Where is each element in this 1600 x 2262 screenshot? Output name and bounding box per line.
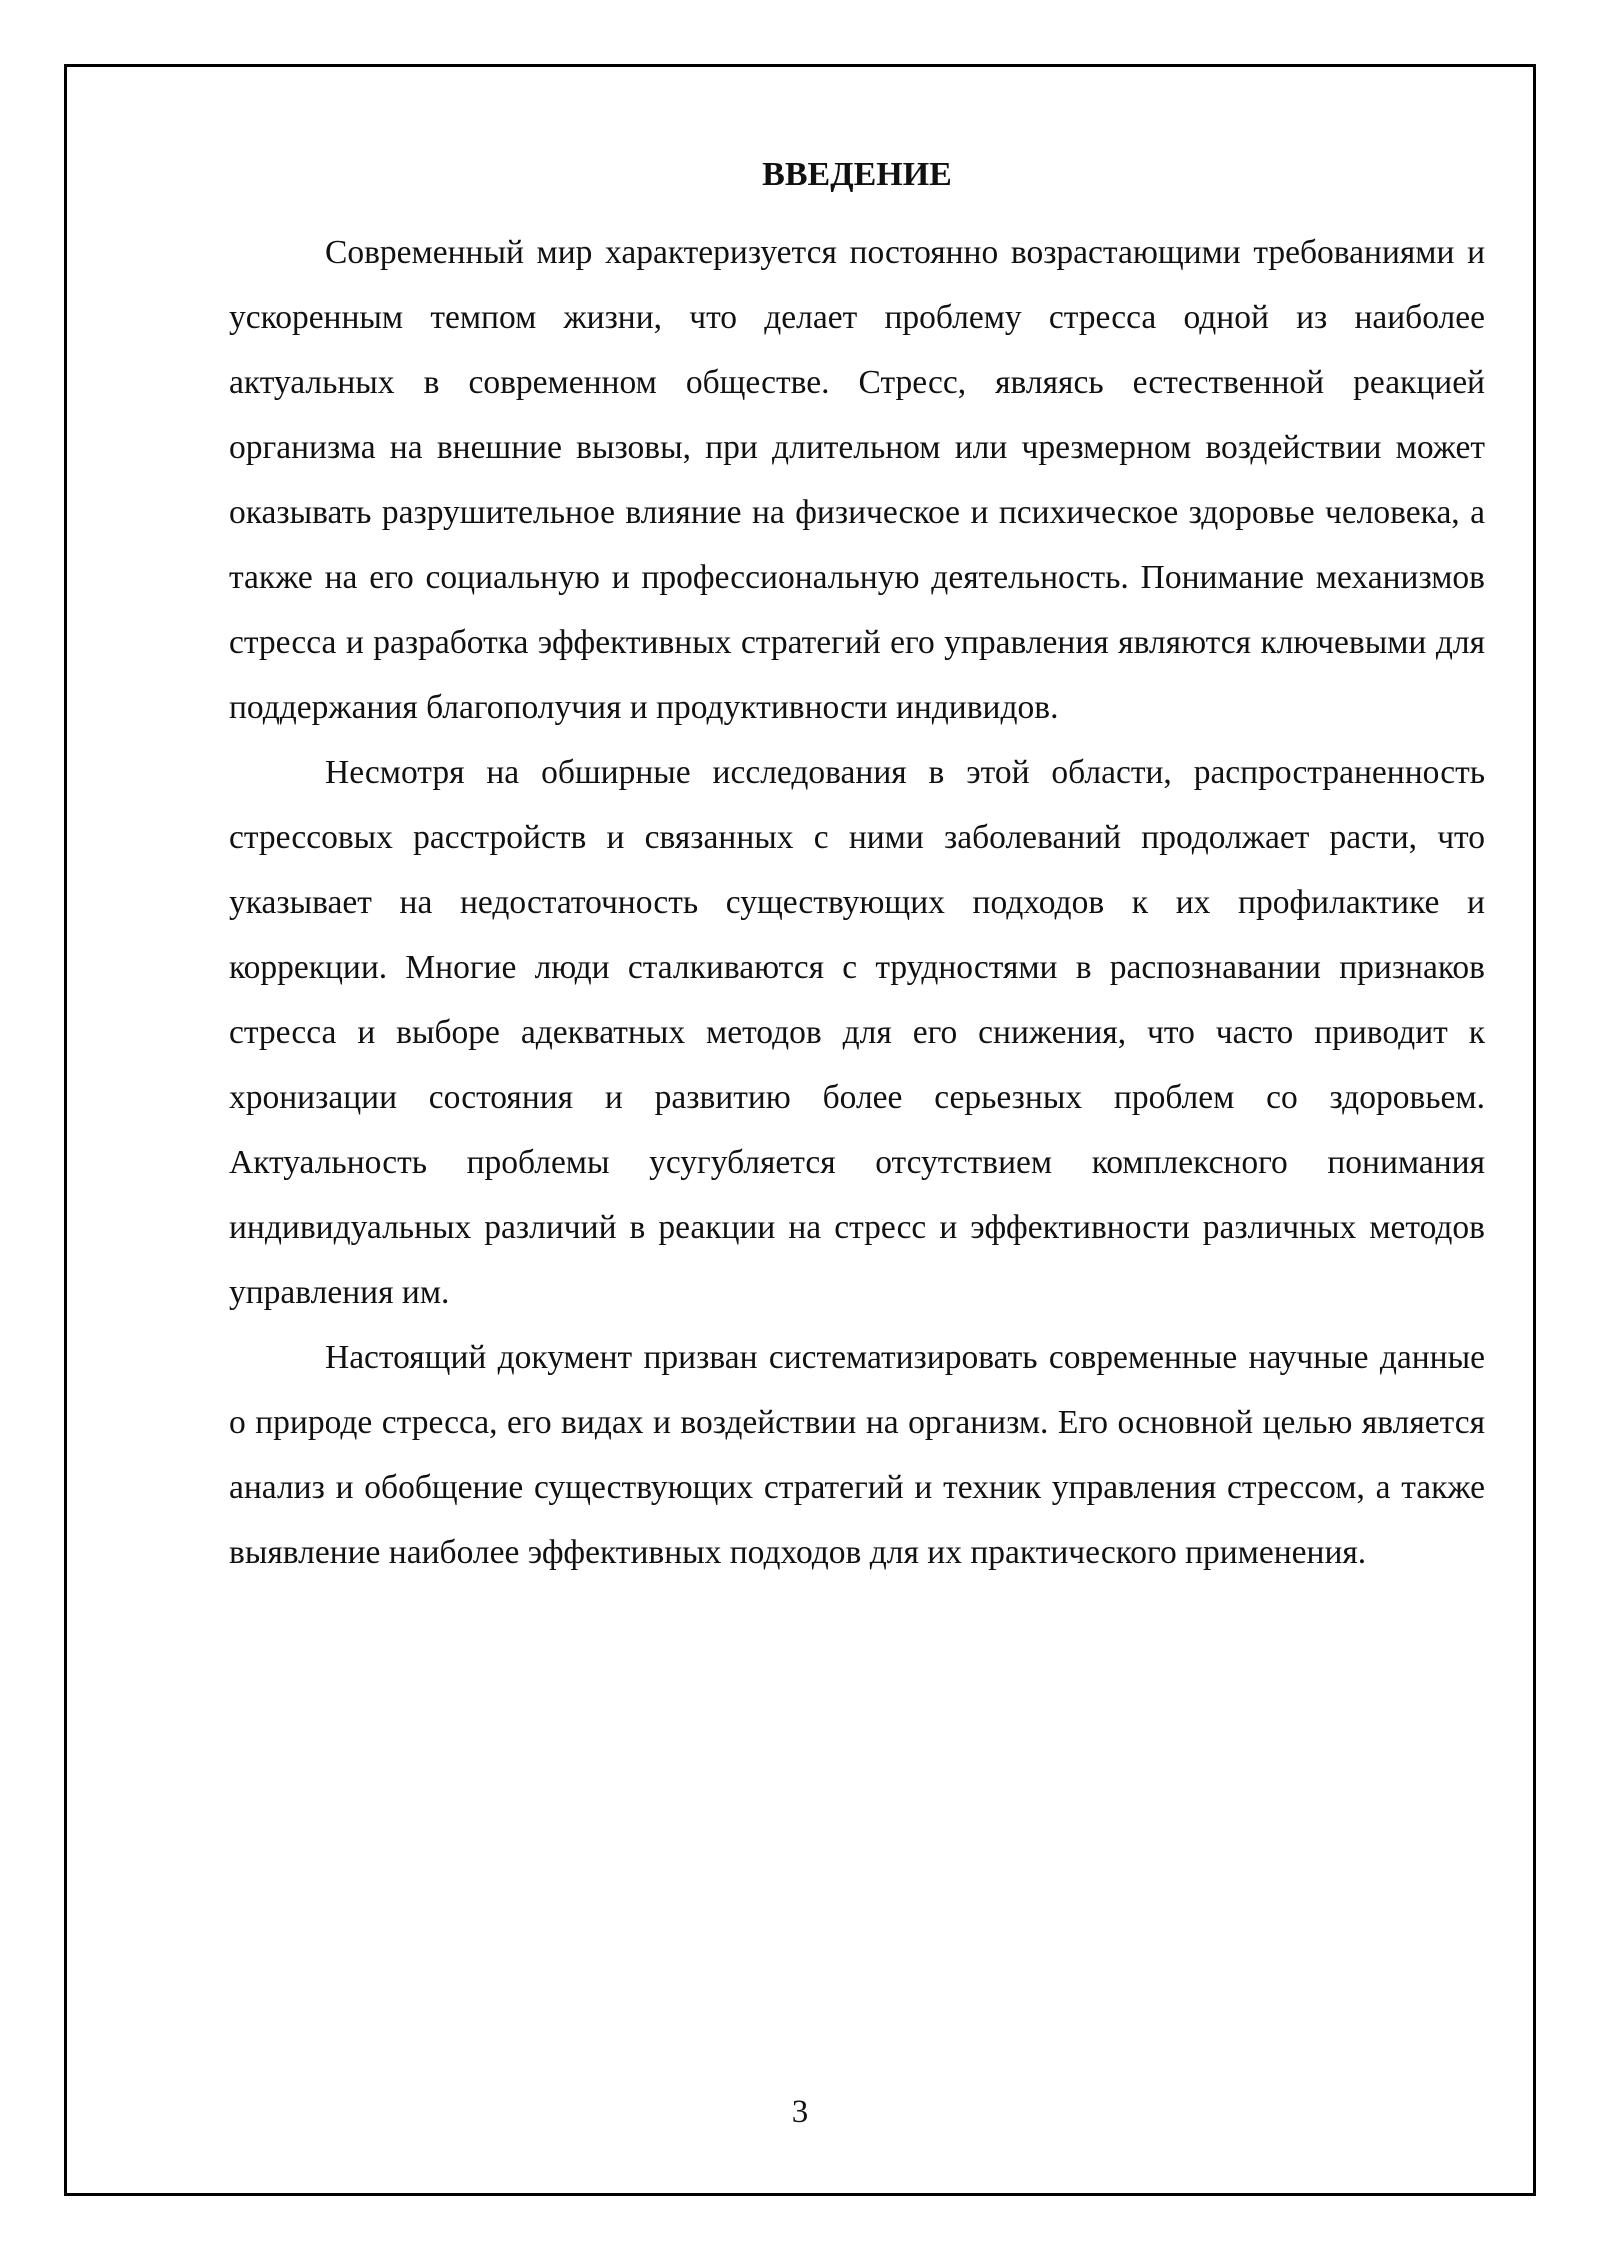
page-title: ВВЕДЕНИЕ <box>762 156 952 193</box>
page-number: 3 <box>791 2094 809 2130</box>
paragraph-purpose: Настоящий документ призван систематизировать современные научные данные о природе стресса, его видах и воздействии на организм. Его основной целью является анализ и обобщение существующих стратегий и техник управления стрессом, а также выявление наиболее эффективных подходов для их практического применения. <box>229 1339 1485 1571</box>
paragraph-intro: Современный мир характеризуется постоянно возрастающими требованиями и ускоренным темпом жизни, что делает проблему стресса одной из наиболее актуальных в современном обществе. Стресс, являясь естественной реакцией организма на внешние вызовы, при длительном или чрезмерном воздействии может оказывать разрушительное влияние на физическое и психическое здоровье человека, а также на его социальную и профессиональную деятельность. Понимание механизмов стресса и разработка эффективных стратегий его управления являются ключевыми для поддержания благополучия и продуктивности индивидов. <box>229 234 1485 726</box>
document-body <box>229 150 1485 1585</box>
paragraph-problem: Несмотря на обширные исследования в этой области, распространенность стрессовых расстройств и связанных с ними заболеваний продолжает расти, что указывает на недостаточность существующих подходов к их профилактике и коррекции. Многие люди сталкиваются с трудностями в распознавании признаков стресса и выборе адекватных методов для его снижения, что часто приводит к хронизации состояния и развитию более серьезных проблем со здоровьем. Актуальность проблемы усугубляется отсутствием комплексного понимания индивидуальных различий в реакции на стресс и эффективности различных методов управления им. <box>229 754 1485 1311</box>
